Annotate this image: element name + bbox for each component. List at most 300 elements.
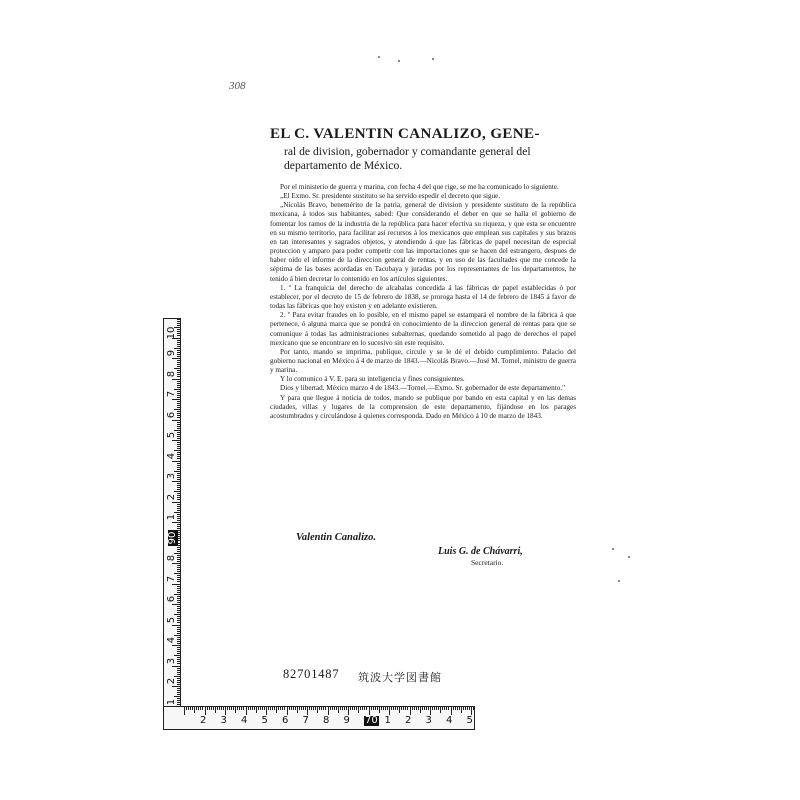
ruler-tick bbox=[177, 561, 180, 562]
ruler-tick bbox=[177, 690, 180, 691]
ruler-tick bbox=[371, 707, 372, 710]
ruler-tick bbox=[177, 456, 180, 457]
ruler-tick bbox=[225, 707, 226, 715]
ruler-tick bbox=[235, 707, 236, 713]
paragraph: „Nicolás Bravo, benemérito de la patria, general de division y presidente sustituto de la república mexicana, á todos sus habitantes, sabed: Que considerando el deber en que se halla el gobierno de fomentar los ramos de la industria de la república para hacer efectiva su riqueza, y que esta se encuentre en su mismo territorio, para facilitar así recursos á los mexicanos que emplean sus capitales y sus brazos en tan interesantes y sagrados objetos, y atendiendo á que las fábricas de papel necesitan de especial proteccion y amparo para poder competir con las importaciones que se hacen del estrangero, despues de haber oido el informe de la direccion general de rentas, y en uso de las facultades que me concede la séptima de las bases acordadas en Tacubaya y juradas por los representantes de los departamentos, he tenido á bien decretar lo contenido en los artículos siguientes. bbox=[270, 201, 576, 283]
ruler-tick bbox=[177, 674, 180, 675]
ruler-label: 6 bbox=[166, 411, 177, 418]
signature-secretary: Luis G. de Chávarri, bbox=[438, 546, 523, 557]
ruler-tick bbox=[465, 707, 466, 710]
ruler-tick bbox=[177, 569, 180, 570]
ruler-tick bbox=[315, 707, 316, 710]
ruler-tick bbox=[418, 707, 419, 710]
ruler-tick bbox=[177, 356, 180, 357]
ruler-label: 9 bbox=[343, 715, 350, 726]
ruler-tick bbox=[272, 707, 273, 710]
ruler-tick bbox=[177, 436, 180, 437]
ruler-tick bbox=[373, 707, 374, 710]
ruler-tick bbox=[229, 707, 230, 710]
ruler-tick bbox=[346, 707, 347, 710]
ruler-tick bbox=[334, 707, 335, 710]
paragraph: Y para que llegue á noticia de todos, mando se publique por bando en esta capital y en las demas ciudades, villas y lugares de la comprension de este departamento, fijándose en los parages acostumbrados y circulándose á quienes corresponda. Dado en México á 10 de marzo de 1843. bbox=[270, 393, 576, 420]
ruler-tick bbox=[177, 497, 180, 498]
ruler-tick bbox=[177, 616, 180, 617]
ruler-label: 5 bbox=[166, 616, 177, 623]
ruler-tick bbox=[416, 707, 417, 710]
ruler-tick bbox=[177, 637, 180, 638]
ruler-tick bbox=[451, 707, 452, 715]
scan-speck bbox=[378, 56, 380, 58]
ruler-tick bbox=[342, 707, 343, 710]
ruler-tick bbox=[407, 707, 408, 710]
ruler-tick bbox=[233, 707, 234, 710]
catalog-number: 82701487 bbox=[283, 667, 340, 681]
ruler-tick bbox=[177, 612, 180, 613]
document-title: EL C. VALENTIN CANALIZO, GENE- bbox=[270, 126, 540, 142]
ruler-label: 8 bbox=[166, 554, 177, 562]
ruler-tick bbox=[332, 707, 333, 710]
ruler-tick bbox=[177, 479, 180, 480]
ruler-tick bbox=[177, 395, 180, 396]
ruler-tick bbox=[243, 707, 244, 710]
ruler-tick bbox=[311, 707, 312, 710]
ruler-tick bbox=[295, 707, 296, 710]
ruler-tick bbox=[366, 707, 367, 710]
ruler-tick bbox=[325, 707, 326, 710]
ruler-tick bbox=[184, 707, 185, 715]
ruler-tick bbox=[177, 477, 180, 478]
ruler-tick bbox=[177, 372, 180, 373]
ruler-label: 2 bbox=[200, 715, 207, 726]
ruler-tick bbox=[457, 707, 458, 710]
ruler-tick bbox=[352, 707, 353, 710]
ruler-tick bbox=[177, 458, 180, 459]
ruler-tick bbox=[177, 555, 180, 556]
library-stamp: 筑波大学図書館 bbox=[358, 671, 442, 684]
ruler-tick bbox=[177, 323, 180, 324]
ruler-tick bbox=[177, 702, 180, 703]
ruler-tick bbox=[177, 469, 180, 470]
ruler-tick bbox=[467, 707, 468, 710]
ruler-tick bbox=[223, 707, 224, 710]
ruler-label: 5 bbox=[261, 715, 268, 726]
ruler-label: 2 bbox=[405, 715, 412, 726]
ruler-tick bbox=[177, 495, 180, 496]
scan-speck bbox=[398, 60, 400, 62]
ruler-tick bbox=[356, 707, 357, 710]
ruler-tick bbox=[280, 707, 281, 710]
ruler-tick bbox=[177, 428, 180, 429]
ruler-tick bbox=[177, 598, 180, 599]
ruler-tick bbox=[177, 629, 180, 630]
ruler-tick bbox=[291, 707, 292, 710]
ruler-tick bbox=[177, 700, 180, 701]
ruler-tick bbox=[177, 651, 180, 652]
ruler-tick bbox=[266, 707, 267, 715]
ruler-tick bbox=[177, 663, 180, 664]
ruler-label: 6 bbox=[282, 715, 289, 726]
ruler-tick bbox=[177, 581, 180, 582]
ruler-tick bbox=[177, 631, 180, 632]
ruler-tick bbox=[344, 707, 345, 710]
ruler-tick bbox=[177, 413, 180, 414]
ruler-tick bbox=[239, 707, 240, 710]
ruler-tick bbox=[289, 707, 290, 710]
ruler-tick bbox=[177, 620, 180, 621]
ruler-tick bbox=[237, 707, 238, 710]
ruler-tick bbox=[177, 465, 180, 466]
ruler-tick bbox=[177, 528, 180, 529]
ruler-tick bbox=[177, 487, 180, 488]
ruler-tick bbox=[309, 707, 310, 710]
ruler-tick bbox=[177, 588, 180, 589]
ruler-tick bbox=[177, 350, 180, 351]
ruler-label: 7 bbox=[166, 575, 177, 582]
ruler-tick bbox=[177, 518, 180, 519]
ruler-tick bbox=[177, 376, 180, 377]
ruler-tick bbox=[177, 397, 180, 398]
ruler-label: 3 bbox=[166, 657, 177, 664]
ruler-tick bbox=[177, 678, 180, 679]
ruler-tick bbox=[177, 321, 180, 322]
ruler-tick bbox=[410, 707, 411, 715]
ruler-tick bbox=[177, 387, 180, 388]
ruler-tick bbox=[336, 707, 337, 710]
ruler-tick bbox=[420, 707, 421, 713]
ruler-label: 4 bbox=[166, 452, 177, 459]
ruler-tick bbox=[426, 707, 427, 710]
ruler-tick bbox=[307, 707, 308, 715]
ruler-tick bbox=[219, 707, 220, 710]
ruler-tick bbox=[362, 707, 363, 710]
ruler-tick bbox=[177, 415, 180, 416]
ruler-tick bbox=[177, 401, 180, 402]
ruler-tick bbox=[401, 707, 402, 710]
ruler-tick bbox=[177, 370, 180, 371]
ruler-tick bbox=[177, 319, 180, 320]
ruler-label: 70 bbox=[365, 715, 378, 726]
ruler-tick bbox=[188, 707, 189, 710]
page-number: 308 bbox=[229, 80, 246, 92]
ruler-tick bbox=[177, 381, 180, 382]
ruler-tick bbox=[455, 707, 456, 710]
paragraph: Por el ministerio de guerra y marina, con fecha 4 del que rige, se me ha comunicado lo siguiente. bbox=[280, 183, 559, 191]
ruler-tick bbox=[177, 516, 180, 517]
ruler-tick bbox=[177, 608, 180, 609]
ruler-tick bbox=[177, 557, 180, 558]
ruler-label: 7 bbox=[302, 715, 309, 726]
ruler-tick bbox=[231, 707, 232, 710]
ruler-tick bbox=[389, 707, 390, 715]
ruler-tick bbox=[177, 340, 180, 341]
ruler-tick bbox=[473, 707, 474, 710]
ruler-tick bbox=[424, 707, 425, 710]
ruler-tick bbox=[177, 383, 180, 384]
ruler-tick bbox=[177, 526, 180, 527]
ruler-tick bbox=[177, 467, 180, 468]
ruler-tick bbox=[196, 707, 197, 710]
ruler-tick bbox=[177, 606, 180, 607]
ruler-label: 5 bbox=[466, 715, 473, 726]
ruler-tick bbox=[393, 707, 394, 710]
signature-governor: Valentin Canalizo. bbox=[296, 532, 376, 543]
ruler-tick bbox=[177, 565, 180, 566]
ruler-tick bbox=[412, 707, 413, 710]
ruler-label: 1 bbox=[166, 513, 177, 521]
ruler-label: 4 bbox=[241, 715, 248, 726]
ruler-tick bbox=[177, 346, 180, 347]
ruler-tick bbox=[177, 602, 180, 603]
ruler-tick bbox=[177, 352, 180, 353]
ruler-tick bbox=[321, 707, 322, 710]
ruler-tick bbox=[177, 485, 180, 486]
ruler-tick bbox=[207, 707, 208, 710]
ruler-label: 3 bbox=[425, 715, 432, 726]
ruler-tick bbox=[177, 417, 180, 418]
ruler-tick bbox=[252, 707, 253, 710]
ruler-tick bbox=[177, 659, 180, 660]
ruler-tick bbox=[436, 707, 437, 710]
document-body bbox=[270, 183, 576, 421]
ruler-tick bbox=[177, 335, 180, 336]
ruler-tick bbox=[190, 707, 191, 710]
ruler-tick bbox=[360, 707, 361, 710]
ruler-tick bbox=[177, 633, 180, 634]
ruler-tick bbox=[297, 707, 298, 713]
ruler-tick bbox=[177, 403, 180, 404]
ruler-tick bbox=[177, 551, 180, 552]
title-line-2: ral de division, gobernador y comandante general del bbox=[284, 145, 531, 158]
ruler-tick bbox=[177, 641, 180, 642]
ruler-tick bbox=[177, 407, 180, 408]
ruler-tick bbox=[444, 707, 445, 710]
ruler-tick bbox=[177, 618, 180, 619]
ruler-tick bbox=[299, 707, 300, 710]
secretary-title: Secretario. bbox=[471, 558, 504, 567]
ruler-label: 1 bbox=[166, 698, 177, 705]
ruler-tick bbox=[377, 707, 378, 710]
ruler-tick bbox=[258, 707, 259, 710]
ruler-tick bbox=[379, 707, 380, 713]
ruler-tick bbox=[260, 707, 261, 710]
ruler-tick bbox=[194, 707, 195, 713]
ruler-tick bbox=[434, 707, 435, 710]
ruler-tick bbox=[453, 707, 454, 710]
ruler-tick bbox=[350, 707, 351, 710]
document-title-continuation bbox=[270, 145, 576, 173]
ruler-tick bbox=[177, 354, 180, 355]
ruler-tick bbox=[469, 707, 470, 710]
ruler-tick bbox=[177, 694, 180, 695]
ruler-tick bbox=[177, 575, 180, 576]
paragraph: 2. º Para evitar fraudes en lo posible, en el mismo papel se estampará el nombre de la fábrica á que pertenece, ó alguna marca que se pondrá en conocimiento de la direccion general de rentas para que se comunique á todas las administraciones subalternas, quedando sometido al pago de derechos el papel mexicano que se encontrare en lo sucesivo sin este requisito. bbox=[270, 311, 576, 347]
ruler-label: 9 bbox=[166, 349, 177, 357]
ruler-tick bbox=[177, 688, 180, 689]
ruler-tick bbox=[177, 514, 180, 515]
ruler-tick bbox=[177, 442, 180, 443]
ruler-tick bbox=[319, 707, 320, 710]
ruler-tick bbox=[177, 393, 180, 394]
ruler-tick bbox=[330, 707, 331, 710]
ruler-tick bbox=[177, 647, 180, 648]
ruler-tick bbox=[278, 707, 279, 710]
ruler-tick bbox=[246, 707, 247, 715]
ruler-tick bbox=[340, 707, 341, 710]
ruler-tick bbox=[177, 596, 180, 597]
ruler-tick bbox=[177, 385, 180, 386]
ruler-tick bbox=[177, 510, 180, 511]
ruler-tick bbox=[205, 707, 206, 715]
ruler-tick bbox=[177, 506, 180, 507]
ruler-tick bbox=[248, 707, 249, 710]
ruler-tick bbox=[369, 707, 370, 715]
scan-speck bbox=[612, 548, 614, 550]
ruler-tick bbox=[395, 707, 396, 710]
ruler-tick bbox=[177, 698, 180, 699]
ruler-tick bbox=[177, 592, 180, 593]
ruler-tick bbox=[177, 672, 180, 673]
ruler-tick bbox=[177, 684, 180, 685]
ruler-tick bbox=[397, 707, 398, 710]
ruler-tick bbox=[264, 707, 265, 710]
ruler-tick bbox=[328, 707, 329, 715]
ruler-label: 90 bbox=[167, 531, 178, 544]
ruler-tick bbox=[177, 586, 180, 587]
ruler-tick bbox=[177, 622, 180, 623]
paragraph: 1. º La franquicia del derecho de alcabalas concedida á las fábricas de papel establecidas ó por establecer, por el decreto de 15 de febrero de 1838, se proroga hasta el 14 de febrero de 1845 á favor de todas las fábricas que hoy existen y en adelante existieren. bbox=[270, 283, 576, 311]
ruler-tick bbox=[446, 707, 447, 710]
ruler-tick bbox=[177, 360, 180, 361]
ruler-tick bbox=[177, 610, 180, 611]
ruler-tick bbox=[177, 432, 180, 433]
ruler-tick bbox=[177, 520, 180, 521]
ruler-tick bbox=[177, 499, 180, 500]
ruler-tick bbox=[381, 707, 382, 710]
ruler-tick bbox=[177, 391, 180, 392]
ruler-label: 10 bbox=[166, 326, 177, 339]
ruler-tick bbox=[262, 707, 263, 710]
horizontal-scale-ruler bbox=[163, 706, 475, 730]
ruler-tick bbox=[177, 405, 180, 406]
ruler-tick bbox=[305, 707, 306, 710]
ruler-tick bbox=[177, 643, 180, 644]
ruler-tick bbox=[198, 707, 199, 710]
ruler-tick bbox=[177, 649, 180, 650]
ruler-tick bbox=[200, 707, 201, 710]
ruler-label: 3 bbox=[166, 472, 177, 480]
ruler-tick bbox=[405, 707, 406, 710]
ruler-tick bbox=[282, 707, 283, 710]
ruler-tick bbox=[422, 707, 423, 710]
ruler-tick bbox=[177, 627, 180, 628]
ruler-tick bbox=[177, 600, 180, 601]
ruler-tick bbox=[177, 657, 180, 658]
ruler-tick bbox=[177, 325, 180, 326]
ruler-tick bbox=[274, 707, 275, 710]
ruler-tick bbox=[177, 692, 180, 693]
ruler-tick bbox=[221, 707, 222, 710]
ruler-tick bbox=[459, 707, 460, 710]
ruler-tick bbox=[177, 504, 180, 505]
ruler-tick bbox=[177, 422, 180, 423]
ruler-tick bbox=[432, 707, 433, 710]
ruler-tick bbox=[471, 707, 472, 715]
ruler-label: 4 bbox=[166, 636, 177, 644]
ruler-label: 6 bbox=[166, 595, 177, 603]
ruler-tick bbox=[375, 707, 376, 710]
ruler-tick bbox=[385, 707, 386, 710]
ruler-label: 4 bbox=[446, 715, 453, 726]
ruler-tick bbox=[177, 342, 180, 343]
ruler-tick bbox=[250, 707, 251, 710]
ruler-tick bbox=[177, 362, 180, 363]
ruler-label: 2 bbox=[166, 493, 177, 500]
scan-speck bbox=[432, 58, 434, 60]
ruler-tick bbox=[428, 707, 429, 710]
ruler-tick bbox=[358, 707, 359, 713]
ruler-tick bbox=[177, 682, 180, 683]
ruler-tick bbox=[177, 473, 180, 474]
ruler-tick bbox=[354, 707, 355, 710]
ruler-tick bbox=[177, 524, 180, 525]
ruler-tick bbox=[177, 329, 180, 330]
ruler-tick bbox=[387, 707, 388, 710]
ruler-tick bbox=[323, 707, 324, 710]
ruler-tick bbox=[227, 707, 228, 710]
ruler-label: 3 bbox=[220, 715, 227, 726]
ruler-tick bbox=[177, 374, 180, 375]
ruler-tick bbox=[177, 653, 180, 654]
ruler-tick bbox=[177, 366, 180, 367]
ruler-tick bbox=[241, 707, 242, 710]
ruler-tick bbox=[293, 707, 294, 710]
scan-speck bbox=[618, 580, 620, 582]
ruler-tick bbox=[177, 590, 180, 591]
ruler-tick bbox=[209, 707, 210, 710]
ruler-tick bbox=[211, 707, 212, 710]
ruler-label: 2 bbox=[166, 677, 177, 685]
ruler-tick bbox=[430, 707, 431, 715]
ruler-tick bbox=[301, 707, 302, 710]
ruler-tick bbox=[177, 577, 180, 578]
ruler-tick bbox=[463, 707, 464, 710]
ruler-tick bbox=[177, 559, 180, 560]
ruler-tick bbox=[303, 707, 304, 710]
ruler-tick bbox=[177, 639, 180, 640]
ruler-tick bbox=[177, 508, 180, 509]
ruler-tick bbox=[177, 670, 180, 671]
ruler-tick bbox=[287, 707, 288, 715]
ruler-tick bbox=[177, 452, 180, 453]
paragraph: „El Exmo. Sr. presidente sustituto se ha servido espedir el decreto que sigue. bbox=[280, 192, 501, 201]
ruler-tick bbox=[276, 707, 277, 713]
ruler-tick bbox=[177, 463, 180, 464]
ruler-tick bbox=[177, 424, 180, 425]
ruler-tick bbox=[177, 489, 180, 490]
ruler-tick bbox=[186, 707, 187, 710]
ruler-label: 8 bbox=[166, 370, 177, 377]
ruler-tick bbox=[391, 707, 392, 710]
ruler-tick bbox=[177, 668, 180, 669]
paragraph: Por tanto, mando se imprima, publique, circule y se le dé el debido cumplimiento. Palacio del gobierno nacional en México á 4 de marzo de 1843.—Nicolás Bravo.—José M. Tornel, ministro de guerra y marina. bbox=[270, 347, 576, 375]
ruler-label: 8 bbox=[323, 715, 330, 726]
title-line-3: departamento de México. bbox=[284, 159, 403, 172]
ruler-tick bbox=[313, 707, 314, 710]
ruler-label: 7 bbox=[166, 390, 177, 398]
ruler-tick bbox=[177, 680, 180, 681]
ruler-tick bbox=[461, 707, 462, 713]
ruler-tick bbox=[177, 333, 180, 334]
